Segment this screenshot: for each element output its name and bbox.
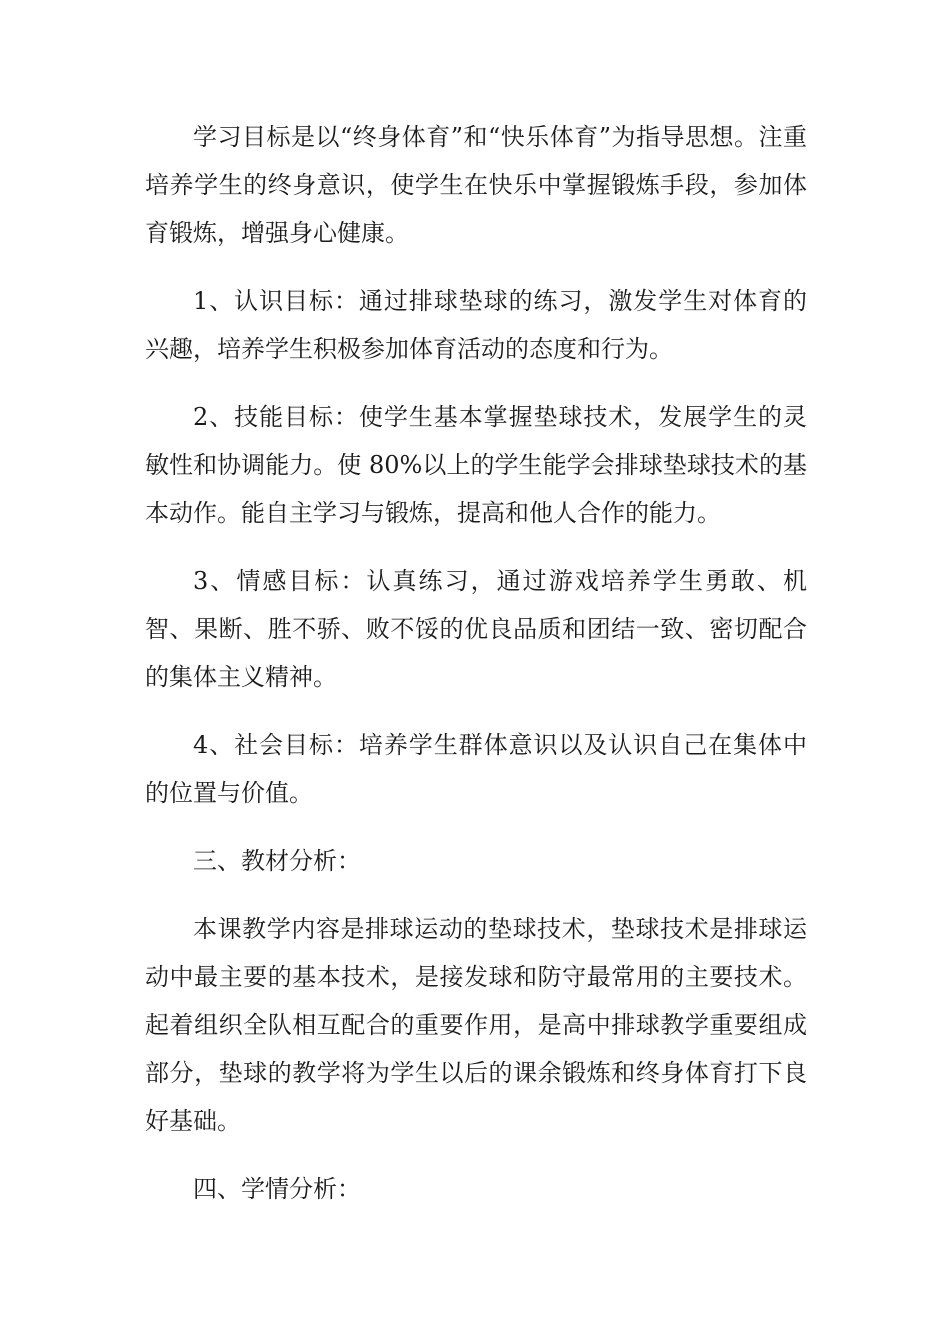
paragraph-skill-goal: 2、技能目标：使学生基本掌握垫球技术，发展学生的灵敏性和协调能力。使 80%以上的学生能学会排球垫球技术的基本动作。能自主学习与锻炼，提高和他人合作的能力。 bbox=[145, 403, 807, 527]
paragraph-cognitive-goal: 1、认识目标：通过排球垫球的练习，激发学生对体育的兴趣，培养学生积极参加体育活动的态度和行为。 bbox=[145, 287, 807, 363]
section-heading-student-analysis: 四、学情分析： bbox=[193, 1175, 361, 1203]
paragraph-learning-goals: 学习目标是以“终身体育”和“快乐体育”为指导思想。注重培养学生的终身意识，使学生在快乐中掌握锻炼手段，参加体育锻炼，增强身心健康。 bbox=[145, 123, 807, 247]
paragraph-social-goal: 4、社会目标：培养学生群体意识以及认识自己在集体中的位置与价值。 bbox=[145, 731, 807, 807]
section-heading-material-analysis: 三、教材分析： bbox=[193, 847, 361, 875]
paragraph-emotional-goal: 3、情感目标：认真练习，通过游戏培养学生勇敢、机智、果断、胜不骄、败不馁的优良品质和团结一致、密切配合的集体主义精神。 bbox=[145, 567, 807, 691]
paragraph-material-analysis: 本课教学内容是排球运动的垫球技术，垫球技术是排球运动中最主要的基本技术，是接发球和防守最常用的主要技术。起着组织全队相互配合的重要作用，是高中排球教学重要组成部分，垫球的教学将为学生以后的课余锻炼和终身体育打下良好基础。 bbox=[145, 915, 807, 1135]
document-body bbox=[145, 113, 807, 1233]
